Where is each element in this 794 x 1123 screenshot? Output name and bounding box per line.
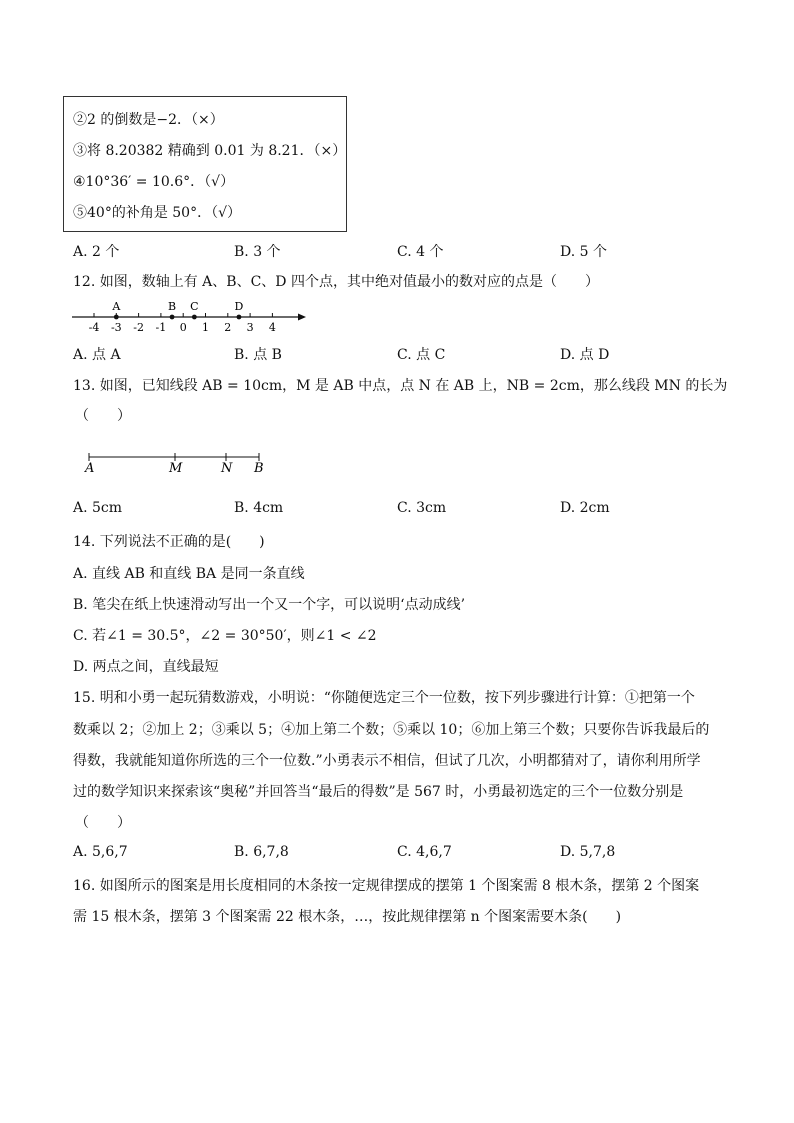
axis-tick-label: 0	[179, 321, 187, 334]
axis-tick-label: 2	[224, 321, 232, 334]
q11-option-c[interactable]: C. 4 个	[397, 244, 444, 260]
box-line-2: ②2 的倒数是−2．（×）	[73, 112, 224, 128]
point-label-d: D	[234, 300, 244, 313]
q12-option-d[interactable]: D. 点 D	[560, 347, 610, 363]
q15-line-4: 过的数学知识来探索该“奥秘”并回答当“最后的得数”是 567 时，小勇最初选定的三个一位数分别是	[73, 784, 684, 800]
q16-line-2: 需 15 根木条，摆第 3 个图案需 22 根木条，…，按此规律摆第 n 个图案需要木条( )	[73, 909, 622, 925]
q15-line-1: 15. 明和小勇一起玩猜数游戏，小明说：“你随便选定三个一位数，按下列步骤进行计算：①把第一个	[73, 690, 695, 706]
box-line-3: ③将 8.20382 精确到 0.01 为 8.21．（×）	[73, 143, 347, 159]
axis-tick-label: 3	[246, 321, 254, 334]
q12-option-a[interactable]: A. 点 A	[73, 347, 121, 363]
q14-stem: 14. 下列说法不正确的是( )	[73, 534, 265, 550]
label-b: B	[254, 461, 264, 476]
point-label-b: B	[168, 300, 177, 313]
q13-stem-paren: （ ）	[75, 408, 131, 424]
axis-tick-label: 4	[268, 321, 276, 334]
q15-option-a[interactable]: A. 5,6,7	[73, 844, 128, 860]
axis-tick-label: 1	[202, 321, 209, 334]
q13-option-b[interactable]: B. 4cm	[234, 500, 284, 516]
point-b	[170, 315, 175, 320]
q11-option-d[interactable]: D. 5 个	[560, 244, 607, 260]
q15-option-b[interactable]: B. 6,7,8	[234, 844, 289, 860]
axis-tick-label: -3	[110, 321, 122, 334]
point-d	[237, 315, 242, 320]
box-line-4: ④10°36′ = 10.6°．（√）	[73, 174, 235, 190]
axis-tick-label: -4	[88, 321, 100, 334]
q15-paren: （ ）	[75, 815, 131, 831]
q14-option-c[interactable]: C. 若∠1 = 30.5°，∠2 = 30°50′，则∠1 < ∠2	[73, 628, 377, 644]
q11-option-a[interactable]: A. 2 个	[73, 244, 120, 260]
q11-option-b[interactable]: B. 3 个	[234, 244, 281, 260]
q12-option-c[interactable]: C. 点 C	[397, 347, 446, 363]
box-line-5: ⑤40°的补角是 50°．（√）	[73, 205, 241, 221]
q16-line-1: 16. 如图所示的图案是用长度相同的木条按一定规律摆成的摆第 1 个图案需 8 根木条，摆第 2 个图案	[73, 878, 700, 894]
q13-option-d[interactable]: D. 2cm	[560, 500, 610, 516]
number-line-figure	[68, 296, 313, 336]
q13-stem: 13. 如图，已知线段 AB = 10cm，M 是 AB 中点，点 N 在 AB 上，NB = 2cm，那么线段 MN 的长为	[73, 378, 728, 394]
label-m: M	[169, 461, 183, 476]
point-label-a: A	[112, 300, 121, 313]
point-label-c: C	[190, 300, 199, 313]
axis-tick-label: -1	[155, 321, 167, 334]
axis-tick-label: -2	[133, 321, 144, 334]
q14-option-b[interactable]: B. 笔尖在纸上快速滑动写出一个又一个字，可以说明‘点动成线’	[73, 597, 466, 613]
q12-stem: 12. 如图，数轴上有 A、B、C、D 四个点，其中绝对值最小的数对应的点是（ ）	[73, 274, 599, 290]
q15-option-d[interactable]: D. 5,7,8	[560, 844, 616, 860]
q15-line-3: 得数，我就能知道你所选的三个一位数.”小勇表示不相信，但试了几次，小明都猜对了，请你利用所学	[73, 753, 701, 769]
q15-line-2: 数乘以 2；②加上 2；③乘以 5；④加上第二个数；⑤乘以 10；⑥加上第三个数；只要你告诉我最后的	[73, 722, 710, 738]
arrow-icon	[298, 314, 306, 321]
q14-option-a[interactable]: A. 直线 AB 和直线 BA 是同一条直线	[73, 566, 305, 582]
label-a: A	[85, 461, 95, 476]
q15-option-c[interactable]: C. 4,6,7	[397, 844, 452, 860]
q13-option-a[interactable]: A. 5cm	[73, 500, 123, 516]
q14-option-d[interactable]: D. 两点之间，直线最短	[73, 659, 219, 675]
label-n: N	[221, 461, 233, 476]
segment-figure	[80, 448, 270, 476]
point-c	[192, 315, 197, 320]
q13-option-c[interactable]: C. 3cm	[397, 500, 447, 516]
point-a	[114, 315, 119, 320]
q12-option-b[interactable]: B. 点 B	[234, 347, 282, 363]
